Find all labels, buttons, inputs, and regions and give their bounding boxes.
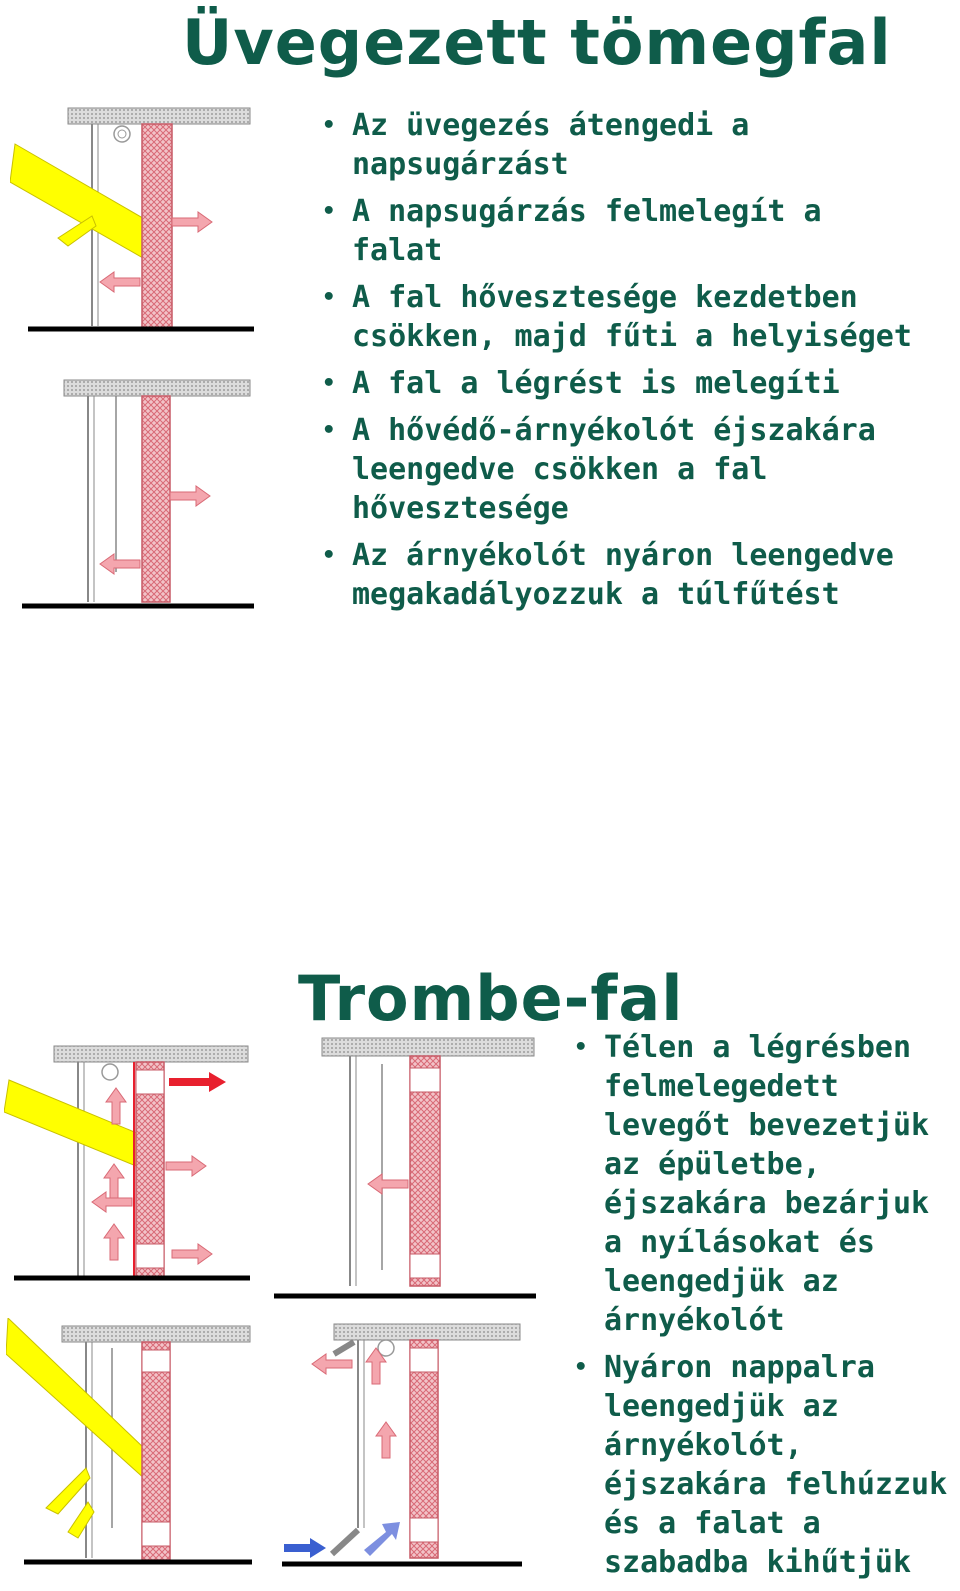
section-title: Trombe-fal xyxy=(298,962,684,1035)
bullet-item: • Az árnyékolót nyáron leengedve megakadályozzuk a túlfűtést xyxy=(318,536,918,614)
bullet-item: • Az üvegezés átengedi a napsugárzást xyxy=(318,106,918,184)
glazed-wall-day-diagram xyxy=(10,100,260,340)
bullet-item: • A napsugárzás felmelegít a falat xyxy=(318,192,918,270)
trombe-wall-winter-night-diagram xyxy=(274,1034,538,1302)
trombe-wall-summer-night-diagram xyxy=(282,1318,544,1568)
glazed-wall-shaded-diagram xyxy=(10,372,260,612)
bullet-item: • A hővédő-árnyékolót éjszakára leengedve csökken a fal hővesztesége xyxy=(318,411,918,528)
trombe-wall-summer-day-diagram xyxy=(6,1318,258,1568)
section2-bullet-list xyxy=(570,1028,955,1590)
trombe-wall-winter-day-diagram xyxy=(4,1040,256,1286)
section-title: Üvegezett tömegfal xyxy=(182,6,892,79)
section1-bullet-list xyxy=(318,106,918,622)
bullet-item: • Télen a légrésben felmelegedett levegőt bevezetjük az épületbe, éjszakára bezárjuk a nyílásokat és leengedjük az árnyékolót xyxy=(570,1028,955,1340)
bullet-item: • Nyáron nappalra leengedjük az árnyékolót, éjszakára felhúzzuk és a falat a szabadba kihűtjük xyxy=(570,1348,955,1582)
bullet-item: • A fal hővesztesége kezdetben csökken, majd fűti a helyiséget xyxy=(318,278,918,356)
bullet-item: • A fal a légrést is melegíti xyxy=(318,364,918,403)
